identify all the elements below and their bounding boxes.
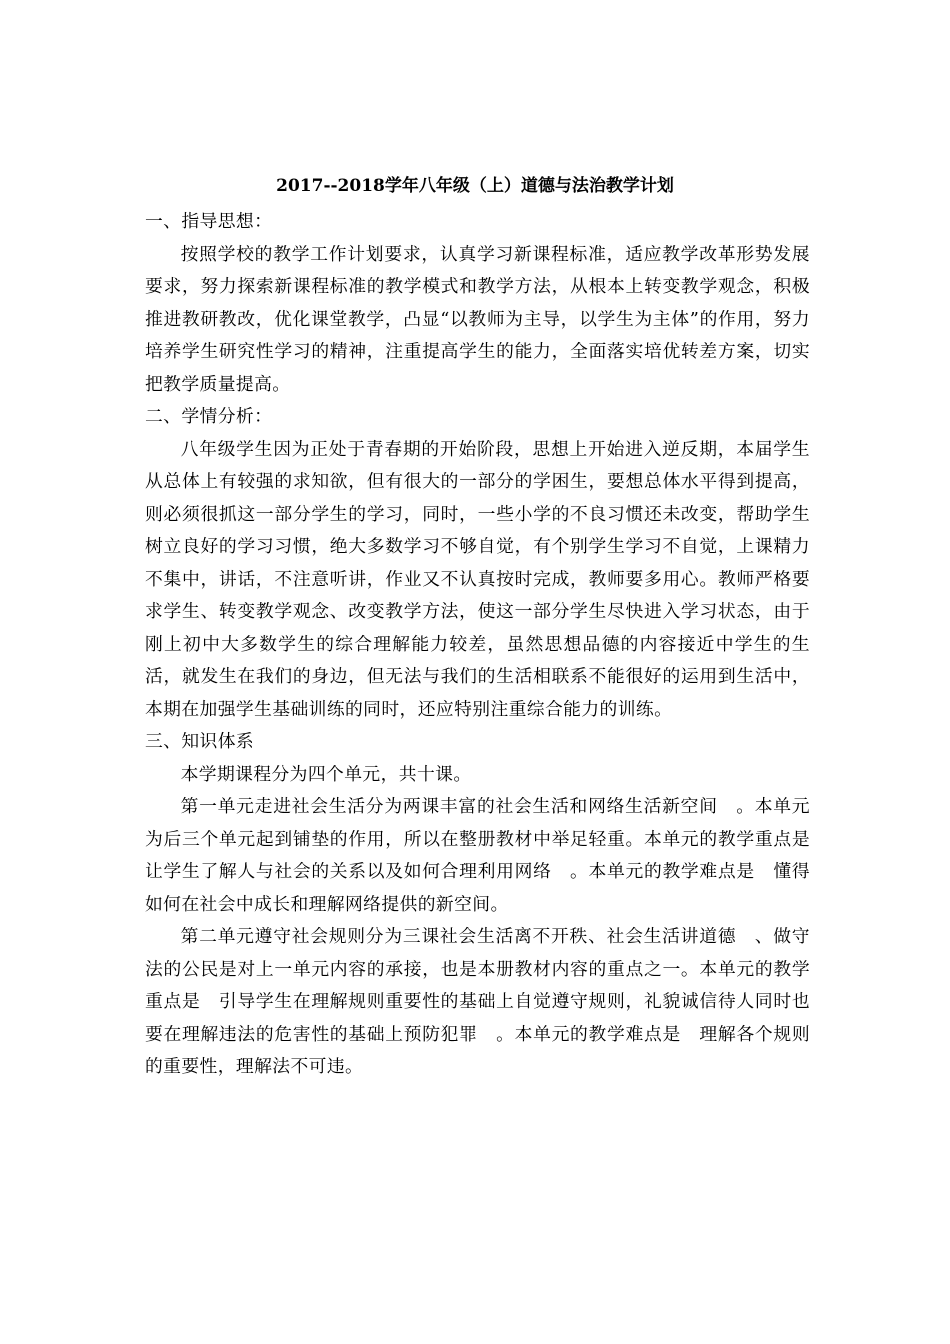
document-title: 2017--2018学年八年级（上）道德与法治教学计划 xyxy=(276,176,674,196)
document-body xyxy=(145,206,810,1084)
paragraph-student-analysis: 八年级学生因为正处于青春期的开始阶段，思想上开始进入逆反期，本届学生从总体上有较强的求知欲，但有很大的一部分的学困生，要想总体水平得到提高，则必须很抓这一部分学生的学习，同时，一些小学的不良习惯还未改变，帮助学生树立良好的学习习惯，绝大多数学习不够自觉，有个别学生学习不自觉，上课精力不集中，讲话，不注意听讲，作业又不认真按时完成，教师要多用心。教师严格要求学生、转变教学观念、改变教学方法，使这一部分学生尽快进入学习状态，由于刚上初中大多数学生的综合理解能力较差，虽然思想品德的内容接近中学生的生活，就发生在我们的身边，但无法与我们的生活相联系不能很好的运用到生活中，本期在加强学生基础训练的同时，还应特别注重综合能力的训练。 xyxy=(145,438,810,720)
paragraph-course-intro: 本学期课程分为四个单元，共十课。 xyxy=(180,763,472,785)
paragraph-unit-2: 第二单元遵守社会规则分为三课社会生活离不开秩、社会生活讲道德 、做守法的公民是对上一单元内容的承接，也是本册教材内容的重点之一。本单元的教学重点是 引导学生在理解规则重要性的基础上自觉遵守规则，礼貌诚信待人同时也要在理解违法的危害性的基础上预防犯罪 。本单元的教学难点是 理解各个规则的重要性，理解法不可违。 xyxy=(145,926,810,1077)
section-heading-student-analysis: 二、学情分析： xyxy=(145,406,273,427)
paragraph-unit-1: 第一单元走进社会生活分为两课丰富的社会生活和网络生活新空间 。本单元为后三个单元起到铺垫的作用，所以在整册教材中举足轻重。本单元的教学重点是让学生了解人与社会的关系以及如何合理利用网络 。本单元的教学难点是 懂得如何在社会中成长和理解网络提供的新空间。 xyxy=(145,796,810,915)
section-heading-guiding-ideology: 一、指导思想： xyxy=(145,211,273,232)
paragraph-guiding-ideology: 按照学校的教学工作计划要求，认真学习新课程标准，适应教学改革形势发展要求，努力探索新课程标准的教学模式和教学方法，从根本上转变教学观念，积极推进教研教改，优化课堂教学，凸显“以教师为主导，以学生为主体”的作用，努力培养学生研究性学习的精神，注重提高学生的能力，全面落实培优转差方案，切实把教学质量提高。 xyxy=(145,243,810,395)
section-heading-knowledge-system: 三、知识体系 xyxy=(145,731,255,752)
